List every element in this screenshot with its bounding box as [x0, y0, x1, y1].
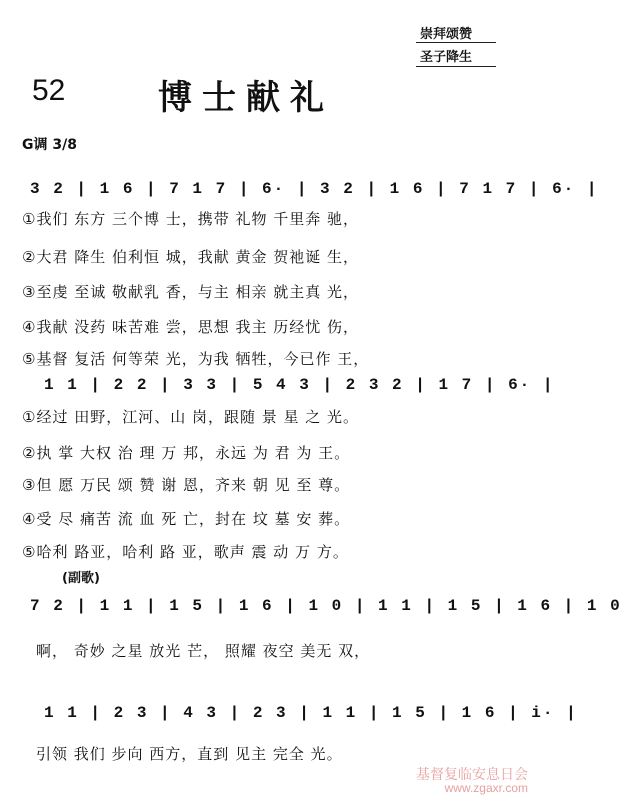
verse-2-part-2: ②执 掌 大权 治 理 万 邦，永远 为 君 为 王。 — [22, 444, 351, 462]
verse-5-part-1: ⑤基督 复活 何等荣 光，为我 牺牲，今已作 王， — [22, 350, 370, 368]
key-signature: G调 3/8 — [22, 137, 77, 153]
notation-line-1: 3 2 | 1 6 | 7 1 7 | 6· | 3 2 | 1 6 | 7 1 7 | 6· | — [30, 180, 599, 198]
verse-4-part-1: ④我献 没药 味苦难 尝，思想 我主 历经忧 伤， — [22, 318, 360, 336]
refrain-lyrics-2: 引领 我们 步向 西方，直到 见主 完全 光。 — [36, 745, 343, 763]
notation-line-2: 1 1 | 2 2 | 3 3 | 5 4 3 | 2 3 2 | 1 7 | 6· | — [44, 376, 555, 394]
verse-1-part-2: ①经过 田野，江河、山 岗，跟随 景 星 之 光。 — [22, 408, 360, 426]
category-label-birth: 圣子降生 — [420, 50, 473, 65]
refrain-lyrics-1: 啊， 奇妙 之星 放光 芒， 照耀 夜空 美无 双， — [36, 642, 371, 660]
verse-4-part-2: ④受 尽 痛苦 流 血 死 亡，封在 坟 墓 安 葬。 — [22, 510, 351, 528]
watermark-site-name: 基督复临安息日会 — [416, 767, 528, 783]
verse-1-part-1: ①我们 东方 三个博 士，携带 礼物 千里奔 驰， — [22, 210, 360, 228]
category-label-worship: 崇拜颂赞 — [420, 27, 473, 42]
verse-5-part-2: ⑤哈利 路亚，哈利 路 亚，歌声 震 动 万 方。 — [22, 543, 349, 561]
hymn-title: 博士献礼 — [158, 78, 334, 118]
notation-line-4: 1 1 | 2 3 | 4 3 | 2 3 | 1 1 | 1 5 | 1 6 | i· | — [44, 704, 578, 722]
verse-3-part-1: ③至虔 至诚 敬献乳 香，与主 相亲 就主真 光， — [22, 283, 360, 301]
hymn-number: 52 — [32, 74, 66, 107]
category-divider-bottom — [416, 66, 496, 67]
verse-3-part-2: ③但 愿 万民 颂 赞 谢 恩，齐来 朝 见 至 尊。 — [22, 476, 351, 494]
refrain-label: (副歌) — [62, 571, 100, 586]
watermark-url: www.zgaxr.com — [444, 781, 528, 795]
category-divider-top — [416, 42, 496, 43]
notation-line-3: 7 2 | 1 1 | 1 5 | 1 6 | 1 0 | 1 1 | 1 5 | 1 6 | 1 0 — [30, 597, 622, 615]
verse-2-part-1: ②大君 降生 伯利恒 城，我献 黄金 贺祂诞 生， — [22, 248, 360, 266]
